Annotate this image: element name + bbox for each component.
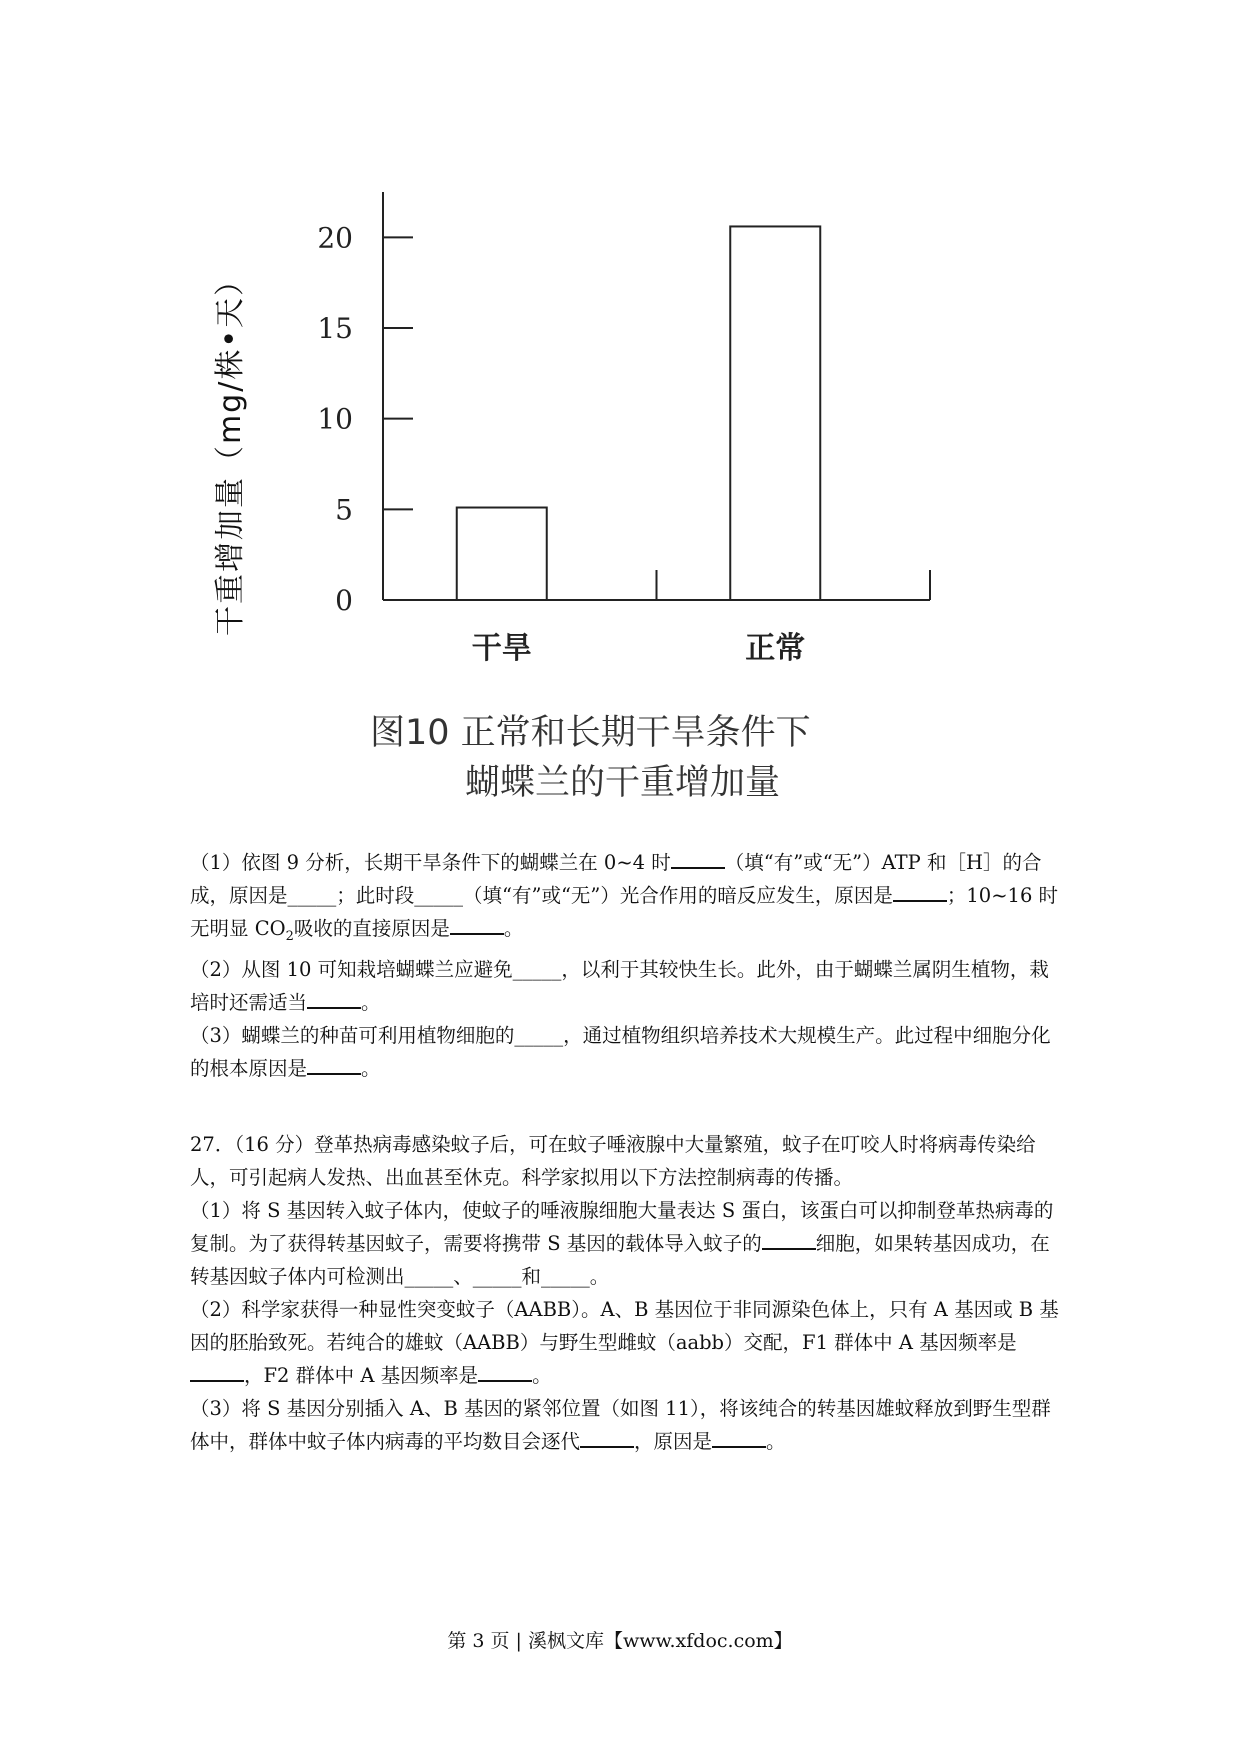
q27-part3-text-b: ，原因是: [634, 1430, 713, 1453]
figure-caption-line2: 蝴蝶兰的干重增加量: [465, 763, 781, 803]
y-tick-label: 15: [317, 312, 353, 345]
q26-part2: [190, 953, 1060, 1019]
q26-part1-text-d: 吸收的直接原因是: [293, 917, 450, 940]
q26-part2-end: 。: [361, 990, 381, 1014]
figure-caption: [370, 708, 890, 808]
answer-blank: [190, 1379, 244, 1382]
q27-part1: [190, 1194, 1060, 1293]
answer-blank: [762, 1247, 816, 1250]
q26-part1-text-a: （1）依图 9 分析，长期干旱条件下的蝴蝶兰在 0~4 时: [190, 851, 671, 874]
answer-blank: [580, 1445, 634, 1448]
bar: [457, 508, 547, 600]
q26-part2-text: （2）从图 10 可知栽培蝴蝶兰应避免_____，以利于其较快生长。此外，由于蝴蝶兰属阴生植物，栽培时还需适当: [190, 957, 1049, 1014]
q26-part1-end: 。: [503, 917, 524, 940]
y-tick-label: 20: [317, 221, 353, 255]
q27-part3: [190, 1392, 1060, 1458]
bar-chart: [213, 180, 960, 680]
q27-part2-text-b: ，F2 群体中 A 基因频率是: [244, 1364, 479, 1387]
y-axis-label: 干重增加量（mg/株•天）: [213, 263, 248, 637]
q26-part1-text-c: ；10~16 时无明显 CO: [190, 884, 1059, 940]
q27-intro: 27．（16 分）登革热病毒感染蚊子后，可在蚊子唾液腺中大量繁殖，蚊子在叮咬人时将病毒传染给人，可引起病人发热、出血甚至休克。科学家拟用以下方法控制病毒的传播。: [190, 1133, 1036, 1189]
answer-blank: [450, 932, 504, 935]
q27-part2-end: 。: [532, 1364, 552, 1387]
q27-part3-text-a: （3）将 S 基因分别插入 A、B 基因的紧邻位置（如图 11），将该纯合的转基因雄蚊释放到野生型群体中，群体中蚊子体内病毒的平均数目会逐代: [190, 1397, 1051, 1453]
question-27: [190, 1128, 1060, 1458]
q27-part3-end: 。: [766, 1430, 786, 1453]
q26-part3-text: （3）蝴蝶兰的种苗可利用植物细胞的_____，通过植物组织培养技术大规模生产。此过程中细胞分化的根本原因是: [190, 1023, 1051, 1080]
q26-part1-text-b: （填“有”或“无”）ATP 和［H］的合成，原因是_____；此时段_____（填“有”或“无”）光合作用的暗反应发生，原因是: [190, 851, 1042, 907]
answer-blank: [478, 1379, 532, 1382]
answer-blank: [671, 866, 725, 869]
answer-blank: [307, 1006, 361, 1009]
bar: [730, 226, 820, 600]
q26-part1: [190, 846, 1060, 953]
x-category-label: 干旱: [471, 631, 532, 666]
q26-part3: [190, 1019, 1060, 1085]
figure-caption-line1: 图10 正常和长期干旱条件下: [370, 713, 811, 753]
y-tick-label: 5: [335, 493, 353, 527]
answer-blank: [307, 1072, 361, 1075]
page-footer: 第 3 页 | 溪枫文库【www.xfdoc.com】: [447, 1630, 793, 1652]
y-tick-label: 0: [335, 584, 353, 617]
q26-part3-end: 。: [361, 1056, 381, 1080]
q27-part1-text-b: 细胞，如果转基因成功，在转基因蚊子体内可检测出_____、_____和_____。: [190, 1232, 1050, 1288]
q27-part2: [190, 1293, 1060, 1392]
y-tick-label: 10: [317, 402, 353, 436]
question-26-subquestions: [190, 846, 1060, 1085]
chart-canvas: [220, 180, 960, 680]
answer-blank: [712, 1445, 766, 1448]
co2-subscript: 2: [285, 928, 294, 944]
answer-blank: [893, 899, 947, 902]
x-category-label: 正常: [745, 631, 806, 666]
q27-part1-text-a: （1）将 S 基因转入蚊子体内，使蚊子的唾液腺细胞大量表达 S 蛋白，该蛋白可以抑制登革热病毒的复制。为了获得转基因蚊子，需要将携带 S 基因的载体导入蚊子的: [190, 1199, 1054, 1255]
q27-part2-text-a: （2）科学家获得一种显性突变蚊子（AABB）。A、B 基因位于非同源染色体上，只有 A 基因或 B 基因的胚胎致死。若纯合的雄蚊（AABB）与野生型雌蚊（aabb）交配，F1 群体中 A 基因频率是: [190, 1298, 1059, 1354]
